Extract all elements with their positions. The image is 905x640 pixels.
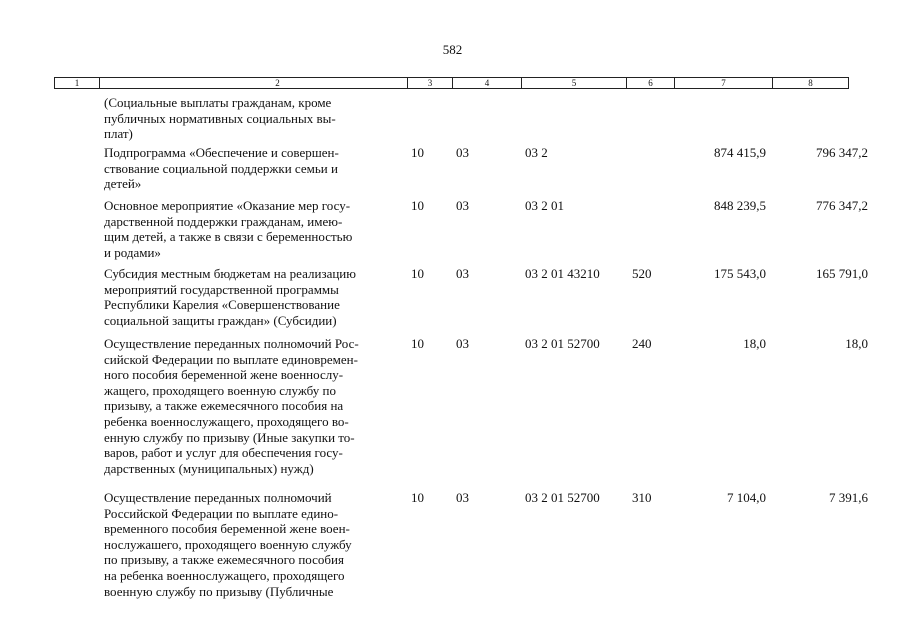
row-amount-1: 848 239,5 (714, 198, 766, 213)
row-subsection-code: 03 (456, 198, 469, 213)
row-subsection-code: 03 (456, 145, 469, 160)
row-section-code: 10 (411, 490, 424, 505)
row-amount-2: 18,0 (845, 336, 868, 351)
table-header (54, 77, 849, 89)
column-header-3: 3 (407, 78, 452, 88)
column-header-7: 7 (674, 78, 772, 88)
row-section-code: 10 (411, 336, 424, 351)
row-target-code: 03 2 01 (525, 198, 564, 213)
row-name: Осуществление переданных полномочий Рос- сийской Федерации по выплате единовремен- ного пособия беременной жене военнослу- жащего, проходящего военную службу по призыву, а также ежемесячного пособия на ребенка военнослужащего, проходящего во- енную службу по призыву (Иные закупки то- варов, работ и услуг для обеспечения госу- дарственных (муниципальных) нужд) (104, 336, 359, 476)
row-name: (Социальные выплаты гражданам, кроме публичных нормативных социальных вы- плат) (104, 95, 336, 142)
row-amount-1: 18,0 (743, 336, 766, 351)
column-header-6: 6 (626, 78, 674, 88)
row-target-code: 03 2 (525, 145, 548, 160)
row-target-code: 03 2 01 52700 (525, 490, 600, 505)
row-subsection-code: 03 (456, 490, 469, 505)
row-target-code: 03 2 01 52700 (525, 336, 600, 351)
row-expense-type: 310 (632, 490, 652, 505)
row-amount-2: 7 391,6 (829, 490, 868, 505)
row-section-code: 10 (411, 145, 424, 160)
row-subsection-code: 03 (456, 266, 469, 281)
column-header-2: 2 (99, 78, 455, 88)
row-amount-2: 776 347,2 (816, 198, 868, 213)
column-header-8: 8 (772, 78, 848, 88)
row-section-code: 10 (411, 266, 424, 281)
row-expense-type: 520 (632, 266, 652, 281)
row-expense-type: 240 (632, 336, 652, 351)
column-header-5: 5 (521, 78, 626, 88)
row-amount-1: 7 104,0 (727, 490, 766, 505)
row-section-code: 10 (411, 198, 424, 213)
row-amount-2: 796 347,2 (816, 145, 868, 160)
page-number: 582 (442, 42, 463, 57)
row-name: Осуществление переданных полномочий Российской Федерации по выплате едино- временного пособия беременной жене воен- нослужашего, проходящего военную службу по призыву, а также ежемесячного пособия на ребенка военнослужащего, проходящего военную службу по призыву (Публичные (104, 490, 352, 599)
row-amount-1: 175 543,0 (714, 266, 766, 281)
row-name: Подпрограмма «Обеспечение и совершен- ствование социальной поддержки семьи и детей» (104, 145, 339, 192)
column-header-1: 1 (74, 78, 80, 88)
row-target-code: 03 2 01 43210 (525, 266, 600, 281)
row-subsection-code: 03 (456, 336, 469, 351)
row-amount-2: 165 791,0 (816, 266, 868, 281)
row-name: Основное мероприятие «Оказание мер госу- дарственной поддержки гражданам, имею- щим детей, а также в связи с беременностью и родами» (104, 198, 353, 260)
column-header-4: 4 (452, 78, 521, 88)
row-amount-1: 874 415,9 (714, 145, 766, 160)
row-name: Субсидия местным бюджетам на реализацию мероприятий государственной программы Республики Карелия «Совершенствование социальной защиты граждан» (Субсидии) (104, 266, 356, 328)
